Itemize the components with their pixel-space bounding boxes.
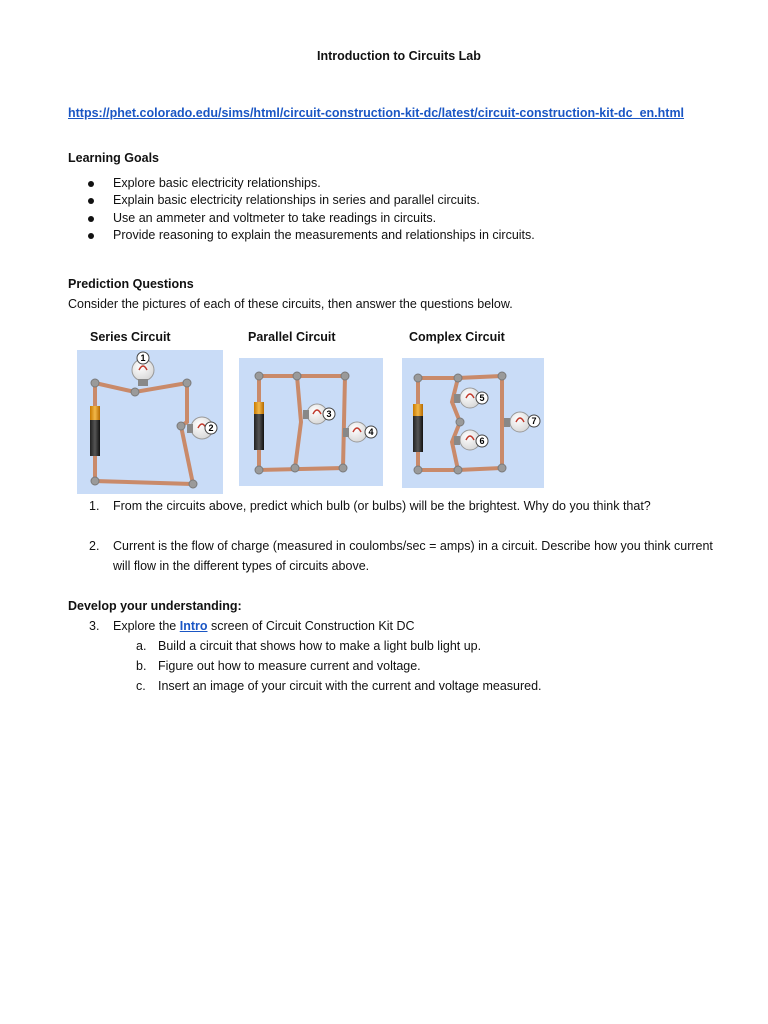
bulb-number-label: 5 <box>479 393 485 403</box>
explore-item <box>113 618 415 634</box>
learning-goals-heading: Learning Goals <box>68 151 159 165</box>
bullet-icon <box>88 198 94 204</box>
bullet-icon <box>88 181 94 187</box>
subitem-letter: b. <box>136 659 147 673</box>
subitem-text: Insert an image of your circuit with the current and voltage measured. <box>158 679 542 693</box>
battery-icon <box>413 410 423 452</box>
question-number: 1. <box>89 499 100 513</box>
intro-link[interactable]: Intro <box>179 619 208 633</box>
learning-goal-item: Explore basic electricity relationships. <box>113 176 321 190</box>
series-circuit-diagram <box>77 350 223 494</box>
simulation-link[interactable]: https://phet.colorado.edu/sims/html/circuit-construction-kit-dc/latest/circuit-construction-kit-dc_en.html <box>68 106 685 120</box>
question-text: Current is the flow of charge (measured in coulombs/sec = amps) in a circuit. Describe how you think current <box>113 539 713 553</box>
bulb-number-label: 3 <box>326 409 332 419</box>
bulb-number-label: 4 <box>368 427 374 437</box>
bulb-number-label: 6 <box>479 436 485 446</box>
explore-item-prefix: Explore the <box>113 619 180 633</box>
subitem-letter: a. <box>136 639 147 653</box>
bulb-number-label: 1 <box>140 353 146 363</box>
parallel-circuit-label: Parallel Circuit <box>248 330 336 344</box>
series-circuit-label: Series Circuit <box>90 330 171 344</box>
bulb-number-label: 7 <box>531 416 537 426</box>
explore-item-suffix: screen of Circuit Construction Kit DC <box>207 619 415 633</box>
complex-circuit-label: Complex Circuit <box>409 330 505 344</box>
prediction-intro: Consider the pictures of each of these circuits, then answer the questions below. <box>68 297 513 311</box>
prediction-heading: Prediction Questions <box>68 277 194 291</box>
parallel-circuit-diagram <box>239 358 383 486</box>
battery-icon <box>254 408 264 450</box>
question-number: 2. <box>89 539 100 553</box>
learning-goal-item: Provide reasoning to explain the measurements and relationships in circuits. <box>113 228 535 242</box>
subitem-letter: c. <box>136 679 146 693</box>
learning-goal-item: Use an ammeter and voltmeter to take readings in circuits. <box>113 211 437 225</box>
bullet-icon <box>88 233 94 239</box>
question-number: 3. <box>89 619 100 633</box>
question-text: From the circuits above, predict which bulb (or bulbs) will be the brightest. Why do you think that? <box>113 499 651 513</box>
learning-goal-item: Explain basic electricity relationships in series and parallel circuits. <box>113 193 480 207</box>
subitem-text: Build a circuit that shows how to make a light bulb light up. <box>158 639 482 653</box>
bulb-number-label: 2 <box>208 423 214 433</box>
page-title: Introduction to Circuits Lab <box>317 49 481 63</box>
question-text-continued: will flow in the different types of circuits above. <box>113 559 370 573</box>
develop-heading: Develop your understanding: <box>68 599 242 613</box>
subitem-text: Figure out how to measure current and voltage. <box>158 659 421 673</box>
complex-circuit-diagram <box>402 358 544 488</box>
bullet-icon <box>88 216 94 222</box>
